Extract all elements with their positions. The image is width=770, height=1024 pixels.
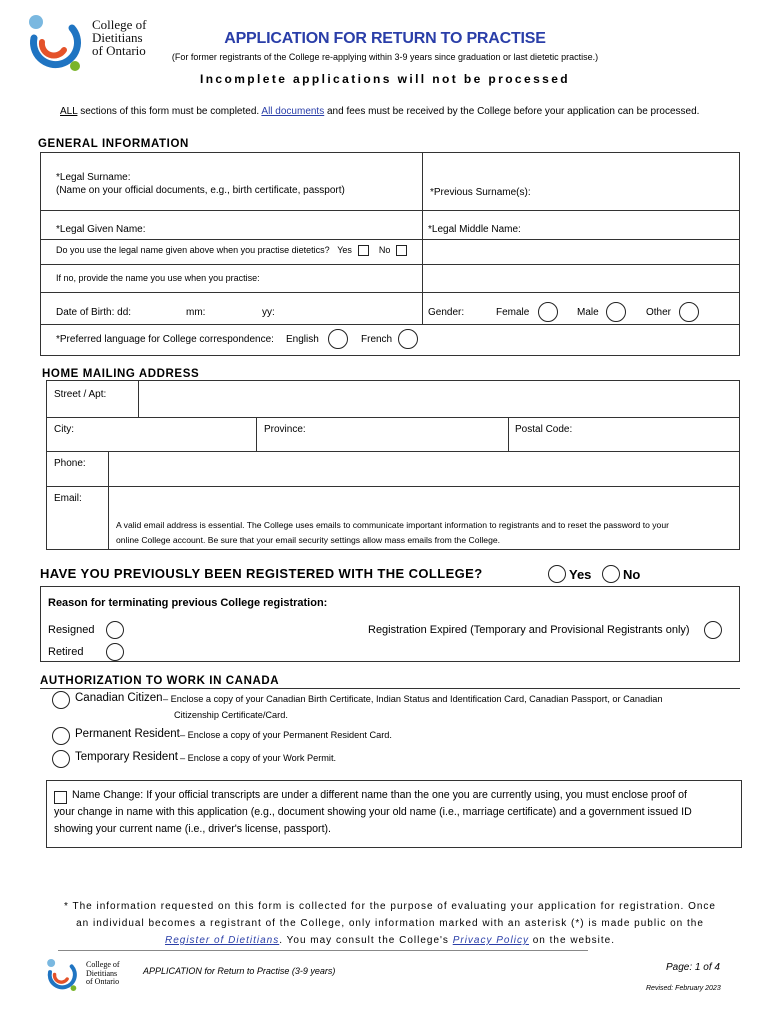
canadian-citizen-label: Canadian Citizen — [75, 692, 163, 704]
dob-dd-label: Date of Birth: dd: — [56, 307, 132, 318]
legal-given-label: *Legal Given Name: — [56, 224, 146, 235]
retired-label: Retired — [48, 646, 84, 658]
phone-label: Phone: — [54, 458, 86, 469]
previously-registered-no-radio[interactable] — [602, 565, 620, 583]
logo-line-3: of Ontario — [92, 43, 146, 58]
previously-registered-yes-label: Yes — [569, 567, 592, 582]
language-french-label: French — [361, 334, 393, 345]
canadian-citizen-desc-2: Citizenship Certificate/Card. — [174, 710, 288, 720]
language-english-label: English — [286, 334, 319, 345]
form-subtitle: (For former registrants of the College re-applying within 3-9 years since graduation or last dietetic practise.) — [171, 52, 599, 62]
intro-part2: and fees must be received by the College before your application can be processed. — [324, 106, 700, 117]
gender-female-radio[interactable] — [538, 302, 558, 322]
email-note-line-1: A valid email address is essential. The College uses emails to communicate important information to registrants and to reset the password to your — [116, 520, 669, 530]
postal-code-label: Postal Code: — [515, 424, 573, 435]
logo-line-1: College of — [92, 17, 147, 32]
gender-female-label: Female — [496, 307, 530, 318]
footer-form-title: APPLICATION for Return to Practise (3-9 years) — [143, 966, 336, 976]
retired-radio[interactable] — [106, 643, 124, 661]
legal-name-yes-label: Yes — [337, 245, 352, 255]
city-label: City: — [54, 424, 74, 435]
resigned-radio[interactable] — [106, 621, 124, 639]
gender-other-label: Other — [646, 307, 672, 318]
footnote-line-3 — [40, 932, 740, 949]
gender-male-radio[interactable] — [606, 302, 626, 322]
mailing-heading: HOME MAILING ADDRESS — [42, 368, 200, 380]
intro-part1: sections of this form must be completed. — [77, 106, 262, 117]
permanent-resident-desc: – Enclose a copy of your Permanent Resident Card. — [180, 730, 392, 740]
language-french-radio[interactable] — [398, 329, 418, 349]
footer-divider — [58, 950, 588, 951]
registration-expired-radio[interactable] — [704, 621, 722, 639]
resigned-label: Resigned — [48, 624, 95, 636]
temporary-resident-desc: – Enclose a copy of your Work Permit. — [180, 753, 337, 763]
footer-logo-line-1: College of — [86, 960, 120, 969]
footnote-line-3b: on the website. — [528, 935, 615, 946]
privacy-policy-link[interactable]: Privacy Policy — [452, 935, 529, 946]
previous-surname-label: *Previous Surname(s): — [430, 187, 531, 198]
name-change-line-2: your change in name with this application (e.g., document showing your old name (i.e., marriage certificate) and a government issued ID — [54, 806, 692, 818]
name-change-line-3: showing your current name (i.e., driver's license, passport). — [54, 823, 331, 835]
gender-label: Gender: — [428, 307, 465, 318]
page-number: Page: 1 of 4 — [666, 962, 720, 973]
dob-yy-label: yy: — [262, 307, 275, 318]
permanent-resident-label: Permanent Resident — [75, 728, 180, 740]
legal-name-yes-checkbox[interactable] — [358, 245, 369, 256]
province-label: Province: — [264, 424, 306, 435]
form-title: APPLICATION FOR RETURN TO PRACTISE — [224, 30, 546, 47]
dob-mm-label: mm: — [186, 307, 206, 318]
permanent-resident-radio[interactable] — [52, 727, 70, 745]
logo-line-2: Dietitians — [92, 30, 143, 45]
if-no-name-label: If no, provide the name you use when you practise: — [56, 273, 260, 283]
incomplete-warning: Incomplete applications will not be processed — [199, 72, 571, 86]
street-label: Street / Apt: — [54, 389, 107, 400]
footnote-line-1: * The information requested on this form is collected for the purpose of evaluating your application for registration. Once — [64, 901, 716, 912]
footer-logo-mark-icon — [42, 955, 82, 995]
previously-registered-question: HAVE YOU PREVIOUSLY BEEN REGISTERED WITH THE COLLEGE? — [40, 566, 483, 581]
temporary-resident-label: Temporary Resident — [75, 751, 178, 763]
name-change-line-1: Name Change: If your official transcripts are under a different name than the one you are currently using, you must enclose proof of — [72, 789, 687, 801]
legal-surname-note: (Name on your official documents, e.g., birth certificate, passport) — [56, 185, 345, 196]
revised-date: Revised: February 2023 — [646, 985, 721, 992]
language-english-radio[interactable] — [328, 329, 348, 349]
intro-text — [60, 106, 699, 117]
previously-registered-no-label: No — [623, 567, 641, 582]
canadian-citizen-desc-1: – Enclose a copy of your Canadian Birth Certificate, Indian Status and Identification Card, Canadian Passport, or Canadian — [163, 694, 663, 704]
register-of-dietitians-link[interactable]: Register of Dietitians — [164, 935, 280, 946]
legal-middle-label: *Legal Middle Name: — [428, 224, 521, 235]
registration-expired-label: Registration Expired (Temporary and Provisional Registrants only) — [368, 624, 690, 636]
footer-logo-line-3: of Ontario — [86, 977, 120, 986]
legal-surname-label: *Legal Surname: — [56, 172, 131, 183]
footer-logo — [42, 955, 132, 995]
gender-other-radio[interactable] — [679, 302, 699, 322]
email-label: Email: — [54, 493, 82, 504]
footnote-line-2: an individual becomes a registrant of the College, only information marked with an asterisk (*) is made public on the — [76, 918, 704, 929]
language-label: *Preferred language for College correspondence: — [56, 334, 274, 345]
footer-logo-line-2: Dietitians — [86, 968, 118, 978]
authorization-heading: AUTHORIZATION TO WORK IN CANADA — [40, 675, 280, 687]
legal-name-question — [56, 245, 407, 256]
email-note-line-2: online College account. Be sure that your email security settings allow mass emails from the College. — [116, 535, 501, 545]
reason-label: Reason for terminating previous College registration: — [48, 597, 328, 609]
general-info-heading: GENERAL INFORMATION — [38, 138, 189, 150]
legal-name-no-checkbox[interactable] — [396, 245, 407, 256]
legal-name-question-text: Do you use the legal name given above when you practise dietetics? — [56, 245, 330, 255]
footnote-line-3a: . You may consult the College's — [279, 935, 453, 946]
previously-registered-yes-radio[interactable] — [548, 565, 566, 583]
all-documents-link[interactable]: All documents — [261, 106, 325, 117]
name-change-checkbox[interactable] — [54, 791, 67, 804]
intro-all: ALL — [60, 106, 78, 117]
canadian-citizen-radio[interactable] — [52, 691, 70, 709]
legal-name-no-label: No — [378, 245, 391, 255]
privacy-footnote — [40, 898, 740, 949]
temporary-resident-radio[interactable] — [52, 750, 70, 768]
gender-male-label: Male — [577, 307, 599, 318]
